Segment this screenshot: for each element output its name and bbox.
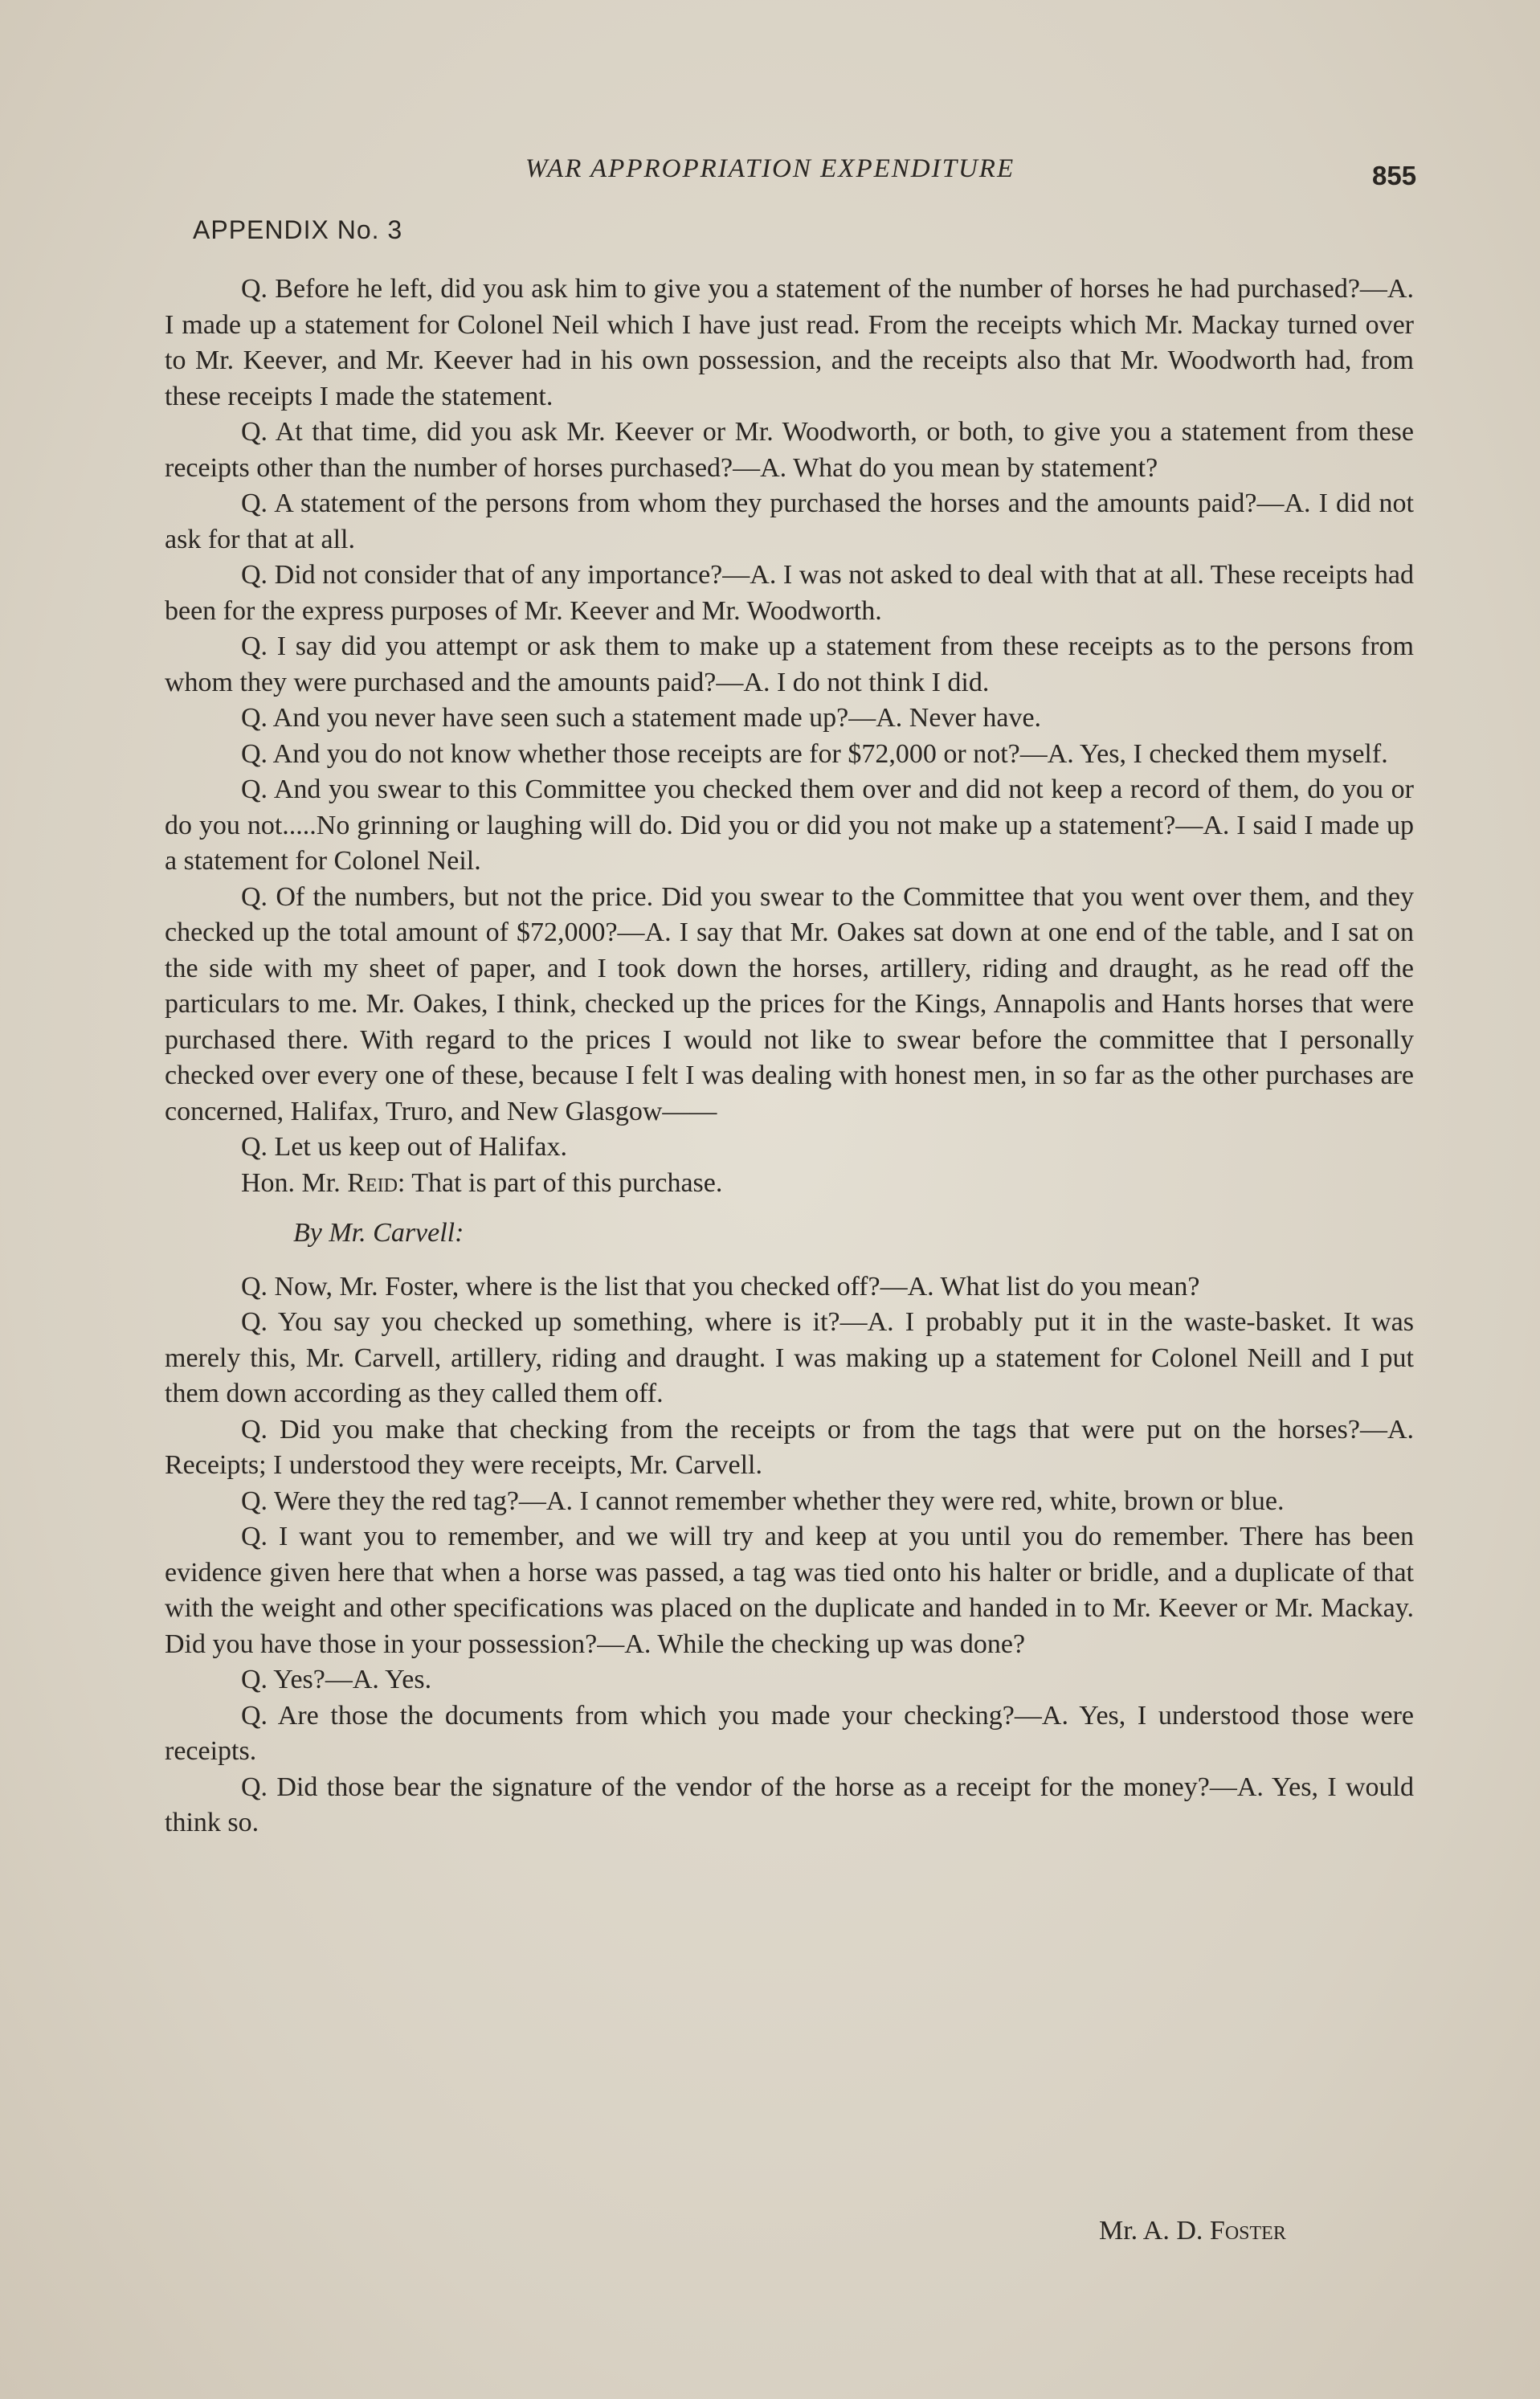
paragraph: Q. Of the numbers, but not the price. Did you swear to the Committee that you went over them, and they checked up the total amount of $72,000?—A. I say that Mr. Oakes sat down at one end of the table, and I sat on the side with my sheet of paper, and I took down the horses, artillery, riding and draught, as he read off the particulars to me. Mr. Oakes, I think, checked up the prices for the Kings, Annapolis and Hants horses that were purchased there. With regard to the prices I would not like to swear before the committee that I personally checked over every one of these, because I felt I was dealing with honest men, in so far as the other purchases are concerned, Halifax, Truro, and New Glasgow——: [165, 881, 1414, 1126]
paragraph: Q. And you never have seen such a statement made up?—A. Never have.: [241, 703, 1042, 733]
paragraph: Q. I want you to remember, and we will try and keep at you until you do remember. There has been evidence given here that when a horse was passed, a tag was tied onto his halter or bridle, and a duplicate of that with the weight and other specifications was placed on the duplicate and handed in to Mr. Keever or Mr. Mackay. Did you have those in your possession?—A. While the checking up was done?: [165, 1522, 1414, 1659]
speaker-name: Reid: [347, 1167, 398, 1198]
paragraph: Q. Now, Mr. Foster, where is the list that you checked off?—A. What list do you mean?: [241, 1271, 1200, 1302]
paragraph: Q. A statement of the persons from whom they purchased the horses and the amounts paid?—A. I did not ask for that at all.: [165, 488, 1414, 554]
signature-prefix: Mr. A. D.: [1099, 2216, 1203, 2246]
paragraph: Q. Did you make that checking from the receipts or from the tags that were put on the horses?—A. Receipts; I understood they were receipts, Mr. Carvell.: [165, 1414, 1414, 1480]
signature-name: Foster: [1209, 2216, 1286, 2246]
paragraph: Q. And you do not know whether those receipts are for $72,000 or not?—A. Yes, I checked them myself.: [241, 738, 1388, 769]
paragraph: Q. Did those bear the signature of the vendor of the horse as a receipt for the money?—A. Yes, I would think so.: [165, 1772, 1414, 1837]
appendix-label: APPENDIX No. 3: [193, 215, 403, 244]
paragraph: Q. Let us keep out of Halifax.: [241, 1132, 567, 1162]
paragraph: Q. Were they the red tag?—A. I cannot remember whether they were red, white, brown or blue.: [241, 1486, 1285, 1516]
paragraph: Q. And you swear to this Committee you checked them over and did not keep a record of them, do you or do you not.....No grinning or laughing will do. Did you or did you not make up a statement?—A. I said I made up a statement for Colonel Neil.: [165, 774, 1414, 876]
paragraph: Q. Did not consider that of any importance?—A. I was not asked to deal with that at all. These receipts had been for the express purposes of Mr. Keever and Mr. Woodworth.: [165, 560, 1414, 626]
page-number: 855: [1372, 161, 1417, 190]
examiner-heading: By Mr. Carvell:: [293, 1218, 464, 1248]
running-header-title: WAR APPROPRIATION EXPENDITURE: [525, 154, 1015, 183]
paragraph: Q. Before he left, did you ask him to give you a statement of the number of horses he had purchased?—A. I made up a statement for Colonel Neil which I have just read. From the receipts which Mr. Mackay turned over to Mr. Keever, and Mr. Keever had in his own possession, and the receipts also that Mr. Woodworth had, from these receipts I made the statement.: [165, 274, 1414, 411]
paragraph: Q. Are those the documents from which you made your checking?—A. Yes, I understood those were receipts.: [165, 1700, 1414, 1766]
paragraph: Q. Yes?—A. Yes.: [241, 1665, 432, 1694]
paragraph: Q. I say did you attempt or ask them to make up a statement from these receipts as to the persons from whom they were purchased and the amounts paid?—A. I do not think I did.: [165, 631, 1414, 697]
speaker-prefix: Hon. Mr.: [241, 1167, 341, 1198]
paragraph: Q. You say you checked up something, where is it?—A. I probably put it in the waste-basket. It was merely this, Mr. Carvell, artillery, riding and draught. I was making up a statement for Colonel Neill and I put them down according as they called them off.: [165, 1307, 1414, 1408]
body-text: [165, 272, 1414, 1841]
paragraph: Q. At that time, did you ask Mr. Keever or Mr. Woodworth, or both, to give you a statement from these receipts other than the number of horses purchased?—A. What do you mean by statement?: [165, 417, 1414, 483]
speaker-line-reid: [165, 1166, 1414, 1202]
witness-signature: [1099, 2216, 1286, 2246]
speaker-text: : That is part of this purchase.: [397, 1167, 723, 1198]
